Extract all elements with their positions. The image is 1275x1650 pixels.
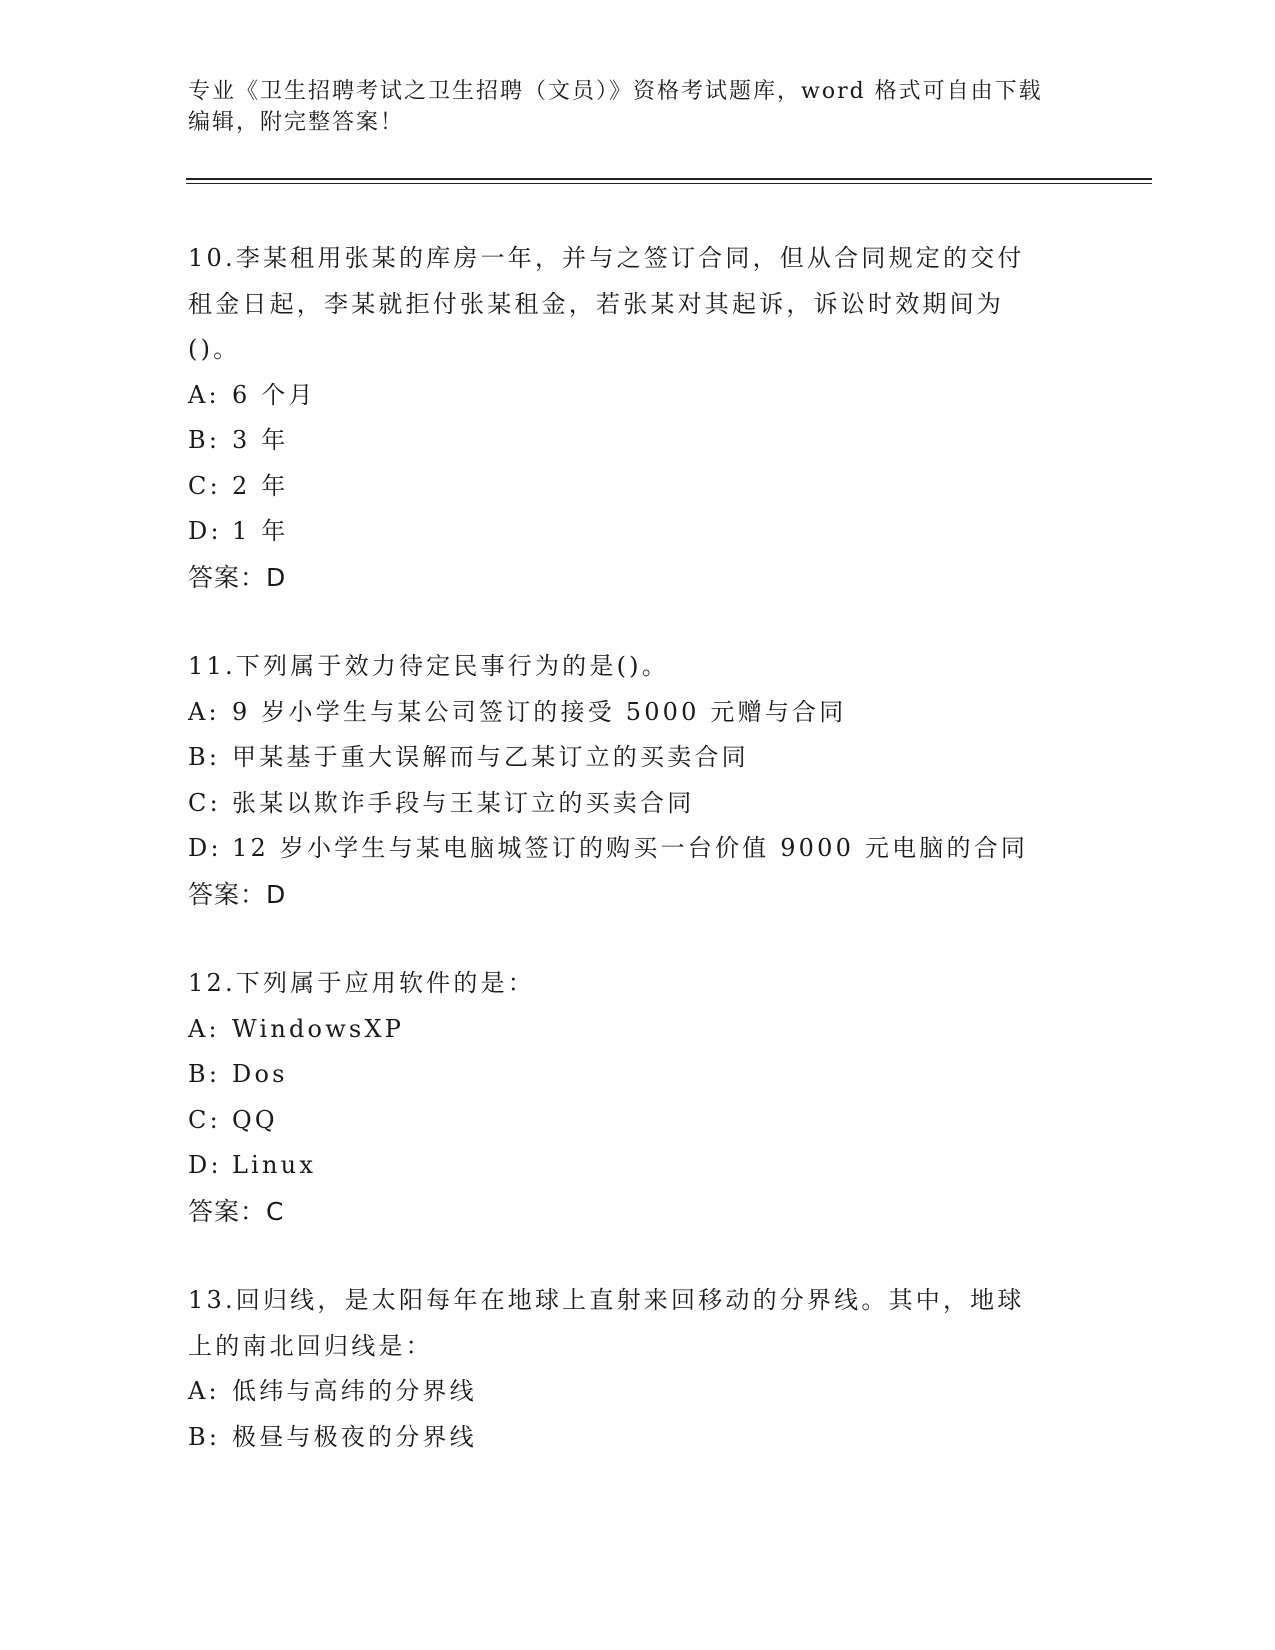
option-text: 6 个月 bbox=[232, 380, 316, 409]
option-d bbox=[188, 826, 1088, 872]
option-c bbox=[188, 464, 1088, 510]
question-12 bbox=[188, 961, 1088, 1234]
option-label: D: bbox=[188, 517, 222, 545]
option-label: C: bbox=[188, 471, 221, 500]
option-text: 低纬与高纬的分界线 bbox=[232, 1377, 477, 1405]
header-line: 编辑，附完整答案！ bbox=[188, 110, 405, 135]
option-text: Linux bbox=[232, 1151, 317, 1179]
option-label: B: bbox=[188, 426, 221, 454]
option-text: 甲某基于重大误解而与乙某订立的买卖合同 bbox=[232, 743, 749, 771]
question-stem-line: 12.下列属于应用软件的是： bbox=[188, 969, 535, 997]
header-line: 专业《卫生招聘考试之卫生招聘（文员）》资格考试题库，word 格式可自由下载 bbox=[188, 79, 1043, 104]
option-label: B: bbox=[188, 1060, 221, 1088]
option-text: 极昼与极夜的分界线 bbox=[232, 1422, 477, 1451]
option-b bbox=[188, 735, 1088, 781]
option-text: 12 岁小学生与某电脑城签订的购买一台价值 9000 元电脑的合同 bbox=[232, 834, 1029, 862]
option-label: A: bbox=[188, 1377, 220, 1405]
option-label: C: bbox=[188, 1105, 221, 1134]
option-label: D: bbox=[188, 1151, 222, 1179]
question-stem-line: ()。 bbox=[188, 335, 241, 363]
option-label: D: bbox=[188, 834, 222, 862]
document-header bbox=[188, 76, 1078, 138]
option-a bbox=[188, 690, 1088, 736]
option-text: 3 年 bbox=[232, 426, 289, 454]
option-text: 9 岁小学生与某公司签订的接受 5000 元赠与合同 bbox=[232, 697, 847, 726]
option-text: 1 年 bbox=[232, 517, 289, 545]
option-d bbox=[188, 509, 1088, 555]
option-text: QQ bbox=[232, 1105, 278, 1134]
option-text: 2 年 bbox=[232, 471, 289, 500]
option-label: B: bbox=[188, 743, 221, 771]
option-text: WindowsXP bbox=[232, 1014, 405, 1043]
option-label: C: bbox=[188, 788, 221, 817]
option-c bbox=[188, 781, 1088, 827]
option-text: Dos bbox=[232, 1060, 288, 1088]
option-b bbox=[188, 1052, 1088, 1098]
question-stem-line: 11.下列属于效力待定民事行为的是()。 bbox=[188, 652, 669, 680]
header-divider-thin bbox=[186, 183, 1152, 184]
answer-key: 答案：D bbox=[188, 879, 287, 909]
question-stem-line: 10.李某租用张某的库房一年，并与之签订合同，但从合同规定的交付 bbox=[188, 244, 1025, 272]
question-stem-line: 上的南北回归线是： bbox=[188, 1331, 433, 1360]
question-10 bbox=[188, 236, 1088, 600]
option-b bbox=[188, 418, 1088, 464]
question-list bbox=[188, 236, 1088, 1504]
question-11 bbox=[188, 644, 1088, 917]
option-label: A: bbox=[188, 697, 220, 726]
question-13 bbox=[188, 1278, 1088, 1460]
option-b bbox=[188, 1415, 1088, 1461]
option-a bbox=[188, 373, 1088, 419]
question-stem-line: 租金日起，李某就拒付张某租金，若张某对其起诉，诉讼时效期间为 bbox=[188, 289, 1004, 318]
option-d bbox=[188, 1143, 1088, 1189]
option-label: B: bbox=[188, 1422, 221, 1451]
option-a bbox=[188, 1369, 1088, 1415]
answer-key: 答案：D bbox=[188, 562, 287, 592]
question-stem-line: 13.回归线，是太阳每年在地球上直射来回移动的分界线。其中，地球 bbox=[188, 1286, 1025, 1314]
header-divider-thick bbox=[186, 178, 1152, 180]
option-label: A: bbox=[188, 380, 220, 409]
answer-key: 答案：C bbox=[188, 1196, 285, 1226]
option-a bbox=[188, 1007, 1088, 1053]
option-c bbox=[188, 1098, 1088, 1144]
option-text: 张某以欺诈手段与王某订立的买卖合同 bbox=[232, 788, 695, 817]
option-label: A: bbox=[188, 1014, 220, 1043]
